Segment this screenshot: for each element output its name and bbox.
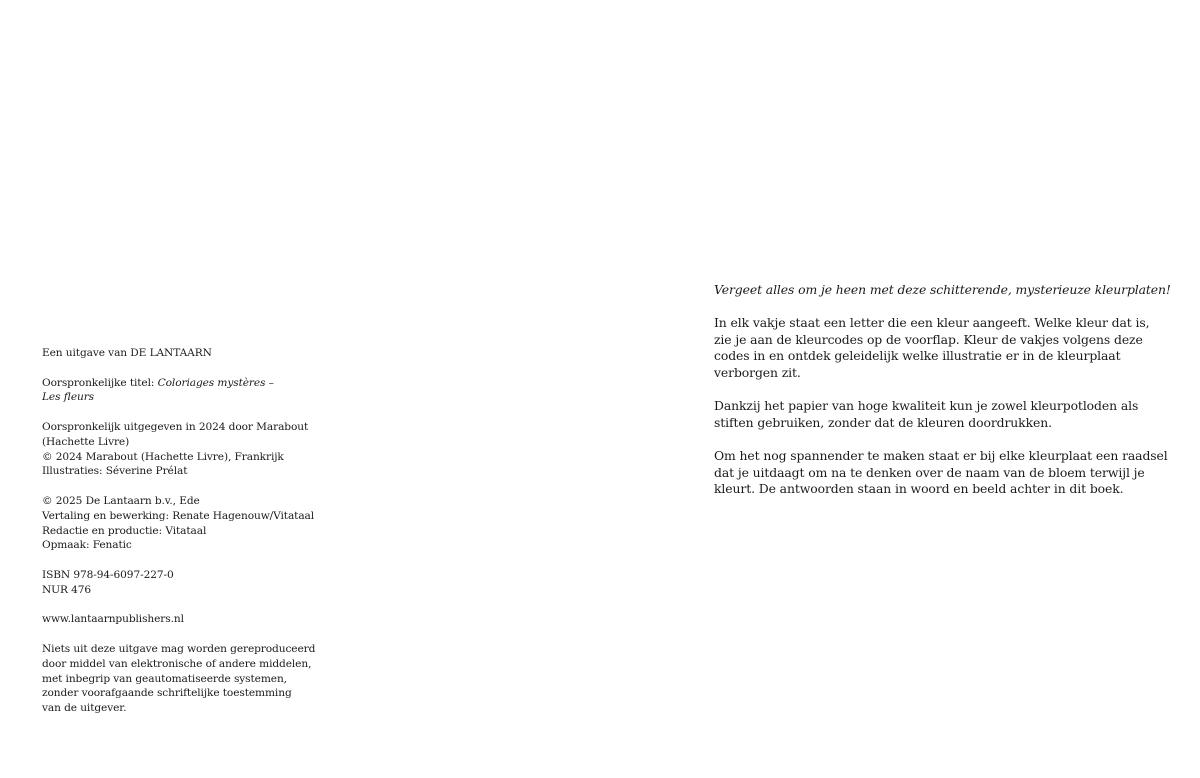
- illustrations-credit: Illustraties: Séverine Prélat: [42, 465, 188, 478]
- rights-line: Niets uit deze uitgave mag worden gereproduceerd: [42, 642, 316, 655]
- publisher-line: Een uitgave van DE LANTAARN: [42, 347, 212, 359]
- intro-text: [714, 282, 1171, 514]
- rights-line: door middel van elektronische of andere middelen,: [42, 657, 312, 670]
- colophon: [42, 346, 316, 716]
- original-title-line-1: Oorspronkelijke titel: Coloriages mystères –: [42, 376, 274, 389]
- rights-line: zonder voorafgaande schriftelijke toestemming: [42, 687, 292, 700]
- intro-paragraph-2: Dankzij het papier van hoge kwaliteit kun je zowel kleurpotloden als stiften gebruiken, zonder dat de kleuren doordrukken.: [714, 398, 1139, 430]
- copyright: © 2025 De Lantaarn b.v., Ede: [42, 494, 200, 507]
- nur: NUR 476: [42, 583, 92, 596]
- layout-credit: Opmaak: Fenatic: [42, 539, 132, 552]
- website: www.lantaarnpublishers.nl: [42, 613, 184, 626]
- original-published-2: (Hachette Livre): [42, 435, 130, 448]
- original-copyright: © 2024 Marabout (Hachette Livre), Frankrijk: [42, 450, 284, 463]
- original-title-italic: Coloriages mystères –: [157, 376, 274, 389]
- intro-paragraph-1: In elk vakje staat een letter die een kleur aangeeft. Welke kleur dat is, zie je aan de kleurcodes op de voorflap. Kleur de vakjes volgens deze codes in en ontdek geleidelijk welke illustratie er in de kleurplaat verborgen zit.: [714, 315, 1150, 380]
- rights-line: van de uitgever.: [42, 702, 127, 715]
- isbn: ISBN 978-94-6097-227-0: [42, 568, 174, 581]
- editing-credit: Redactie en productie: Vitataal: [42, 524, 207, 537]
- intro-paragraph-3: Om het nog spannender te maken staat er bij elke kleurplaat een raadsel dat je uitdaagt om na te denken over de naam van de bloem terwijl je kleurt. De antwoorden staan in woord en beeld achter in dit boek.: [714, 447, 1168, 497]
- original-title-line-2: Les fleurs: [42, 391, 95, 404]
- translation-credit: Vertaling en bewerking: Renate Hagenouw/Vitataal: [42, 509, 315, 522]
- rights-line: met inbegrip van geautomatiseerde systemen,: [42, 672, 287, 685]
- tagline: Vergeet alles om je heen met deze schitterende, mysterieuze kleurplaten!: [714, 282, 1171, 297]
- right-page: [600, 0, 1200, 778]
- original-published-1: Oorspronkelijk uitgegeven in 2024 door Marabout: [42, 420, 309, 433]
